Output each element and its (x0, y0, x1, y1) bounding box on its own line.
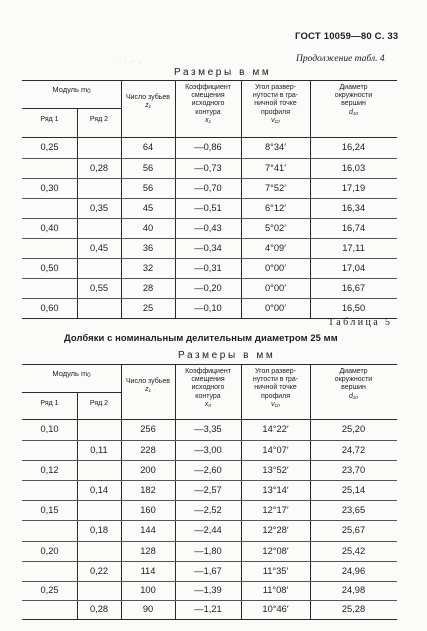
table-cell-r1: 0,30 (40, 182, 59, 193)
table-cell-r1: 0,40 (40, 222, 59, 233)
teeth-header-text: Число зубьев (125, 94, 171, 101)
row-rule (22, 238, 397, 239)
angle-header-text: Угол развер-нутости в гра-ничной точке профиля (252, 368, 299, 400)
table-cell-v: 13°52′ (262, 464, 289, 475)
table-cell-d: 25,14 (341, 484, 366, 495)
teeth-header-symbol: z₁ (145, 102, 151, 110)
table-top-rule (22, 80, 397, 81)
table-cell-d: 25,42 (341, 545, 366, 556)
header-bottom-rule (22, 137, 397, 138)
table-cell-x: —1,80 (194, 545, 222, 556)
table-cell-v: 11°08′ (262, 585, 289, 595)
scan-artifact: · ˙ ·˙ · (119, 60, 142, 66)
table-cell-z: 45 (142, 202, 154, 213)
coef-header-text: Коэффициент смещения исходного контура (185, 368, 231, 400)
coef-header-symbol: x₁ (205, 116, 211, 124)
table-cell-d: 16,74 (341, 222, 366, 233)
table-cell-z: 200 (140, 464, 156, 475)
row-rule (22, 158, 397, 159)
table-cell-v: 12°08′ (262, 545, 289, 556)
angle-header-symbol: ν₁₀ (271, 116, 280, 124)
row1-header: Ряд 1 (40, 116, 59, 123)
module-header: Модуль m0 (52, 85, 91, 95)
table-cell-d: 16,50 (341, 302, 366, 313)
table-cell-v: 14°07′ (262, 444, 289, 455)
module-subscript: 0 (87, 373, 91, 379)
table-cell-r1: 0,15 (40, 504, 59, 515)
table-cell-x: —2,57 (194, 484, 222, 495)
table-cell-r1: 0,50 (40, 262, 59, 273)
table-cell-v: 11°35′ (262, 565, 289, 576)
table-cell-d: 24,98 (341, 585, 366, 595)
table-cell-x: —0,73 (194, 162, 222, 173)
module-subheader-rule (22, 108, 121, 109)
table-cell-z: 56 (142, 162, 154, 173)
table-cell-x: —0,86 (194, 142, 222, 152)
table-cell-x: —0,20 (194, 282, 222, 293)
table-cell-x: —0,10 (194, 302, 222, 313)
coef-header-text: Коэффициент смещения исходного контура (185, 84, 231, 116)
teeth-header-symbol: z₁ (145, 386, 151, 394)
table-cell-x: —0,43 (194, 222, 222, 233)
module-subscript: 0 (87, 89, 91, 95)
coef-header (175, 368, 241, 409)
page-header: ГОСТ 10059—80 С. 33 (295, 31, 399, 42)
table-cell-z: 144 (140, 525, 156, 535)
table-cell-z: 100 (140, 585, 156, 595)
table-cell-x: —0,31 (194, 262, 222, 273)
table-cell-z: 40 (142, 222, 154, 233)
table-cell-x: —2,52 (194, 504, 222, 515)
table-cell-z: 90 (142, 604, 154, 614)
table-cell-x: —0,70 (194, 182, 222, 193)
row-rule (22, 541, 397, 542)
table-cell-v: 0°00′ (265, 302, 286, 313)
table-cell-x: —2,44 (194, 525, 222, 535)
diameter-header (310, 368, 397, 401)
angle-header-text: Угол развер-нутости в гра-ничной точке профиля (252, 84, 299, 116)
row2-header: Ряд 2 (89, 400, 109, 407)
table-cell-r2: 0,18 (89, 525, 109, 535)
table-cell-v: 12°28′ (262, 525, 289, 535)
table-cell-x: —1,21 (194, 604, 222, 614)
table-cell-x: —3,35 (194, 424, 222, 434)
row-rule (22, 440, 397, 441)
row-rule (22, 258, 397, 259)
table4-units: Размеры в мм (174, 67, 272, 78)
table-cell-r2: 0,55 (89, 282, 109, 293)
table-cell-d: 23,65 (341, 504, 366, 515)
table-cell-x: —0,51 (194, 202, 222, 213)
table-cell-d: 25,28 (341, 604, 366, 614)
table-cell-z: 182 (140, 484, 156, 495)
table-cell-v: 6°12′ (265, 202, 286, 213)
row-rule (22, 480, 397, 481)
table-cell-z: 228 (140, 444, 156, 455)
row2-header: Ряд 2 (89, 116, 109, 123)
teeth-header (121, 378, 175, 394)
row-rule (22, 581, 397, 582)
table-cell-d: 25,67 (341, 525, 366, 535)
table-cell-v: 5°02′ (265, 222, 286, 233)
table-cell-d: 24,72 (341, 444, 366, 455)
table-cell-v: 0°00′ (265, 282, 286, 293)
table-cell-z: 32 (142, 262, 154, 273)
table-cell-z: 64 (142, 142, 154, 152)
table-cell-x: —1,67 (194, 565, 222, 576)
module-header: Модуль m0 (52, 369, 91, 379)
teeth-header (121, 94, 175, 110)
table-bottom-rule (22, 619, 397, 620)
angle-header (241, 84, 310, 125)
table-top-rule (22, 364, 397, 365)
angle-header (241, 368, 310, 409)
table-cell-r1: 0,12 (40, 464, 59, 475)
row-rule (22, 460, 397, 461)
table-cell-r2: 0,35 (89, 202, 109, 213)
table-cell-d: 16,24 (341, 142, 366, 152)
table-cell-v: 4°09′ (265, 242, 286, 253)
coef-header (175, 84, 241, 125)
table-cell-x: —1,39 (194, 585, 222, 595)
table-cell-v: 13°14′ (262, 484, 289, 495)
table-cell-r1: 0,20 (40, 545, 59, 556)
row-rule (22, 561, 397, 562)
table5-label: Таблица 5 (328, 317, 393, 328)
table-cell-v: 0°00′ (265, 262, 286, 273)
angle-header-symbol: ν₁₀ (271, 400, 280, 408)
table-cell-r1: 0,60 (40, 302, 59, 313)
table-cell-r2: 0,14 (89, 484, 109, 495)
row-rule (22, 218, 397, 219)
table-cell-r2: 0,22 (89, 565, 109, 576)
table-cell-d: 16,34 (341, 202, 366, 213)
table-cell-v: 8°34′ (265, 142, 286, 152)
row-rule (22, 298, 397, 299)
diameter-header-symbol: d₁₀ (348, 392, 359, 400)
diameter-header-text: Диаметр окружности вершин (334, 84, 373, 108)
table-cell-d: 24,96 (341, 565, 366, 576)
table-cell-r2: 0,11 (90, 444, 108, 455)
row-rule (22, 600, 397, 601)
table-cell-d: 25,20 (341, 424, 366, 434)
table-cell-d: 16,67 (341, 282, 366, 293)
diameter-header-symbol: d₁₀ (348, 108, 359, 116)
table-cell-z: 28 (142, 282, 154, 293)
header-bottom-rule (22, 419, 397, 420)
table5-title: Долбяки с номинальным делительным диаметром 25 мм (64, 332, 338, 343)
table-cell-d: 16,03 (341, 162, 366, 173)
table-cell-v: 14°22′ (262, 424, 289, 434)
table-cell-x: —3,00 (194, 444, 222, 455)
table-cell-x: —2,60 (194, 464, 222, 475)
table-cell-r2: 0,28 (89, 162, 109, 173)
table-cell-z: 160 (140, 504, 156, 515)
table-cell-d: 17,19 (341, 182, 366, 193)
table-cell-r1: 0,10 (40, 424, 59, 434)
teeth-header-text: Число зубьев (125, 378, 171, 385)
diameter-header (310, 84, 397, 117)
module-subheader-rule (22, 392, 121, 393)
table-cell-r1: 0,25 (40, 142, 59, 152)
row-rule (22, 520, 397, 521)
table-cell-z: 128 (140, 545, 156, 556)
table-cell-d: 23,70 (341, 464, 366, 475)
row-rule (22, 198, 397, 199)
table-cell-v: 7°52′ (265, 182, 286, 193)
table-cell-z: 114 (140, 565, 156, 576)
row-rule (22, 500, 397, 501)
row1-header: Ряд 1 (40, 400, 59, 407)
table-cell-z: 36 (142, 242, 154, 253)
diameter-header-text: Диаметр окружности вершин (334, 368, 373, 392)
row-rule (22, 278, 397, 279)
table-continuation-label: Продолжение табл. 4 (296, 54, 385, 64)
table-cell-v: 10°46′ (262, 604, 289, 614)
table-cell-d: 17,04 (341, 262, 366, 273)
table-cell-v: 12°17′ (262, 504, 289, 515)
table-cell-x: —0,34 (194, 242, 222, 253)
table5-units: Размеры в мм (178, 350, 276, 361)
table-cell-z: 256 (140, 424, 156, 434)
table-cell-v: 7°41′ (265, 162, 286, 173)
row-rule (22, 178, 397, 179)
table-cell-z: 56 (142, 182, 154, 193)
table-cell-r2: 0,45 (89, 242, 109, 253)
coef-header-symbol: x₀ (204, 400, 212, 408)
column-divider (77, 392, 78, 619)
table-cell-z: 25 (142, 302, 154, 313)
table-cell-r2: 0,28 (89, 604, 109, 614)
table-cell-d: 17,11 (342, 242, 365, 253)
table-cell-r1: 0,25 (40, 585, 59, 595)
